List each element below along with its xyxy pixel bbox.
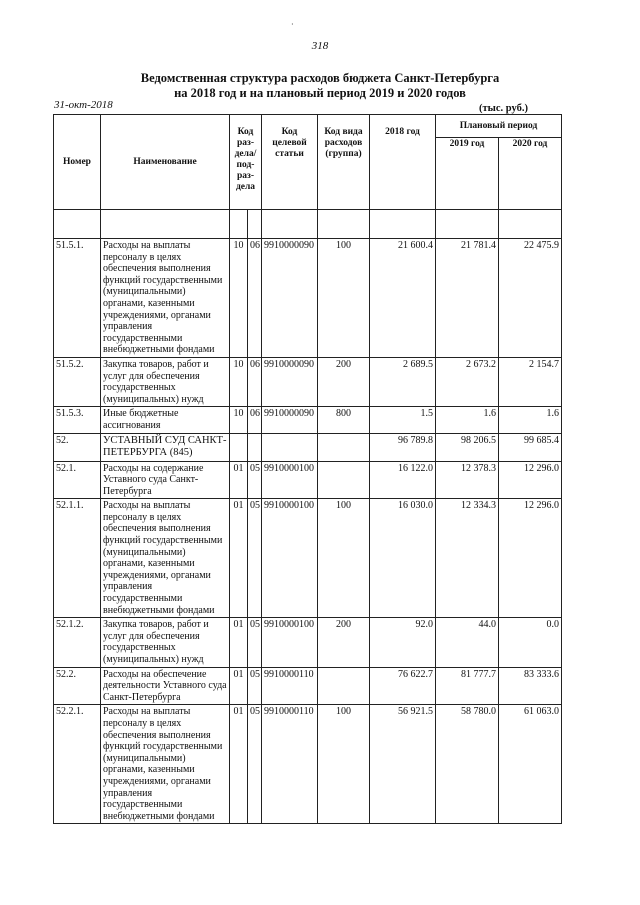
row-section-code: 01 [230,499,248,618]
header-2020: 2020 год [499,138,562,210]
row-amount-2019: 44.0 [436,618,499,667]
row-target-code: 9910000110 [262,667,318,705]
row-section-code: 01 [230,667,248,705]
row-amount-2019: 98 206.5 [436,433,499,461]
table-row [54,357,562,406]
header-section: Код раз-дела/ под-раз-дела [230,115,262,210]
row-subsection-code [248,433,262,461]
row-amount-2018: 2 689.5 [370,357,436,406]
row-amount-2020: 1.6 [499,407,562,433]
row-amount-2018: 92.0 [370,618,436,667]
row-number: 52.1.1. [54,499,101,618]
row-subsection-code: 05 [248,499,262,618]
scan-speck: · [291,20,294,29]
row-amount-2018: 96 789.8 [370,433,436,461]
table-row [54,407,562,433]
table-row [54,705,562,824]
row-name: Расходы на выплаты персоналу в целях обеспечения выполнения функций государственными (муниципальными) органами, казенными учреждениями, органами управления государственными внебюджетными фондами [101,705,230,824]
row-name: Расходы на обеспечение деятельности Уставного суда Санкт-Петербурга [101,667,230,705]
header-type: Код вида расходов (группа) [318,115,370,210]
row-amount-2019: 58 780.0 [436,705,499,824]
row-subsection-code: 05 [248,667,262,705]
table-row [54,461,562,499]
budget-table [53,114,562,824]
row-subsection-code: 05 [248,461,262,499]
row-amount-2019: 12 378.3 [436,461,499,499]
row-section-code: 10 [230,407,248,433]
row-name: УСТАВНЫЙ СУД САНКТ-ПЕТЕРБУРГА (845) [101,433,230,461]
row-name: Закупка товаров, работ и услуг для обеспечения государственных (муниципальных) нужд [101,357,230,406]
row-amount-2018: 56 921.5 [370,705,436,824]
row-amount-2020: 83 333.6 [499,667,562,705]
row-subsection-code: 06 [248,357,262,406]
row-expense-type: 200 [318,357,370,406]
row-target-code: 9910000090 [262,357,318,406]
row-expense-type: 100 [318,239,370,358]
row-expense-type: 100 [318,705,370,824]
row-number: 52.1.2. [54,618,101,667]
row-expense-type: 200 [318,618,370,667]
title-line-1: Ведомственная структура расходов бюджета Санкт-Петербурга [140,71,500,85]
row-target-code [262,433,318,461]
row-section-code: 01 [230,618,248,667]
row-amount-2019: 12 334.3 [436,499,499,618]
row-amount-2019: 1.6 [436,407,499,433]
row-name: Расходы на содержание Уставного суда Санкт-Петербурга [101,461,230,499]
row-expense-type: 100 [318,499,370,618]
row-subsection-code: 06 [248,239,262,358]
row-amount-2020: 2 154.7 [499,357,562,406]
header-spacer-row [54,210,562,239]
row-target-code: 9910000100 [262,618,318,667]
row-subsection-code: 06 [248,407,262,433]
row-number: 51.5.2. [54,357,101,406]
header-target: Код целевой статьи [262,115,318,210]
header-number: Номер [54,115,101,210]
row-target-code: 9910000090 [262,407,318,433]
row-number: 52.1. [54,461,101,499]
row-amount-2019: 81 777.7 [436,667,499,705]
units-label: (тыс. руб.) [479,103,528,114]
row-expense-type [318,667,370,705]
row-section-code [230,433,248,461]
row-amount-2018: 1.5 [370,407,436,433]
table-row [54,618,562,667]
row-amount-2020: 12 296.0 [499,461,562,499]
row-number: 51.5.3. [54,407,101,433]
row-amount-2020: 61 063.0 [499,705,562,824]
row-number: 52.2. [54,667,101,705]
document-title [0,71,640,101]
document-date: 31-окт-2018 [54,99,113,111]
row-target-code: 9910000090 [262,239,318,358]
row-section-code: 10 [230,239,248,358]
row-amount-2019: 2 673.2 [436,357,499,406]
row-section-code: 10 [230,357,248,406]
page-number: 318 [311,40,329,52]
row-name: Расходы на выплаты персоналу в целях обеспечения выполнения функций государственными (муниципальными) органами, казенными учреждениями, органами управления государственными внебюджетными фондами [101,499,230,618]
row-amount-2020: 0.0 [499,618,562,667]
table-row [54,433,562,461]
row-expense-type: 800 [318,407,370,433]
header-row-1 [54,115,562,138]
row-subsection-code: 05 [248,705,262,824]
row-number: 52. [54,433,101,461]
table-row [54,239,562,358]
header-plan-period: Плановый период [436,115,562,138]
row-name: Закупка товаров, работ и услуг для обеспечения государственных (муниципальных) нужд [101,618,230,667]
header-2019: 2019 год [436,138,499,210]
row-name: Иные бюджетные ассигнования [101,407,230,433]
row-section-code: 01 [230,705,248,824]
header-name: Наименование [101,115,230,210]
row-amount-2018: 76 622.7 [370,667,436,705]
row-name: Расходы на выплаты персоналу в целях обеспечения выполнения функций государственными (муниципальными) органами, казенными учреждениями, органами управления государственными внебюджетными фондами [101,239,230,358]
row-expense-type [318,461,370,499]
table-row [54,499,562,618]
row-amount-2018: 16 030.0 [370,499,436,618]
row-number: 52.2.1. [54,705,101,824]
row-amount-2020: 99 685.4 [499,433,562,461]
row-amount-2020: 12 296.0 [499,499,562,618]
row-section-code: 01 [230,461,248,499]
row-amount-2020: 22 475.9 [499,239,562,358]
row-target-code: 9910000100 [262,461,318,499]
row-amount-2018: 16 122.0 [370,461,436,499]
row-number: 51.5.1. [54,239,101,358]
row-target-code: 9910000110 [262,705,318,824]
header-2018: 2018 год [370,115,436,210]
row-amount-2018: 21 600.4 [370,239,436,358]
row-target-code: 9910000100 [262,499,318,618]
row-amount-2019: 21 781.4 [436,239,499,358]
title-line-2: на 2018 год и на плановый период 2019 и 2020 годов [174,86,466,100]
row-subsection-code: 05 [248,618,262,667]
row-expense-type [318,433,370,461]
table-row [54,667,562,705]
